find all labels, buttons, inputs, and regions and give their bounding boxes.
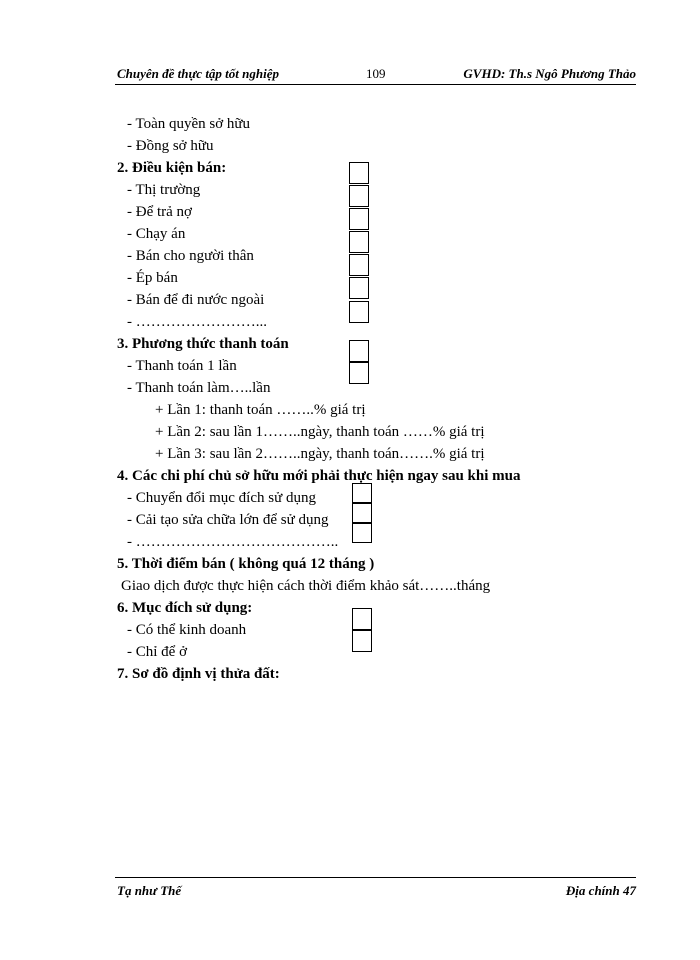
- list-item: - Chuyển đổi mục đích sử dụng: [127, 490, 316, 506]
- sub-item: + Lần 2: sau lần 1……..ngày, thanh toán ……% giá trị: [155, 424, 485, 440]
- section-5-text: Giao dịch được thực hiện cách thời điểm khảo sát……..tháng: [121, 578, 491, 594]
- list-item: - …………………………………..: [127, 534, 339, 550]
- list-item: - Có thể kinh doanh: [127, 622, 247, 638]
- checkbox-s4-0[interactable]: [352, 483, 372, 503]
- checkbox-s4-1[interactable]: [352, 503, 372, 523]
- sub-item: + Lần 3: sau lần 2……..ngày, thanh toán…….% giá trị: [155, 446, 485, 462]
- list-item: - Thị trường: [127, 182, 201, 198]
- checkbox-s3-0[interactable]: [349, 340, 369, 362]
- sub-item: + Lần 1: thanh toán ……..% giá trị: [155, 402, 366, 418]
- checkbox-s2-4[interactable]: [349, 254, 369, 276]
- header-right: GVHD: Th.s Ngô Phương Thảo: [463, 66, 636, 81]
- section-2-heading: 2. Điều kiện bán:: [117, 160, 227, 176]
- checkbox-s2-1[interactable]: [349, 185, 369, 207]
- list-item: - Chạy án: [127, 226, 186, 242]
- section-4-heading: 4. Các chi phí chủ sở hữu mới phải thực hiện ngay sau khi mua: [117, 468, 521, 484]
- list-item: - Toàn quyền sở hữu: [127, 116, 251, 132]
- page-number: 109: [366, 66, 386, 81]
- checkbox-s2-0[interactable]: [349, 162, 369, 184]
- list-item: - Đồng sở hữu: [127, 138, 214, 154]
- section-6-heading: 6. Mục đích sử dụng:: [117, 600, 253, 616]
- list-item: - Thanh toán 1 lần: [127, 358, 237, 374]
- checkbox-s6-1[interactable]: [352, 630, 372, 652]
- list-item: - Thanh toán làm…..lần: [127, 380, 271, 396]
- list-item: - Bán cho người thân: [127, 248, 254, 264]
- footer-right: Địa chính 47: [565, 883, 636, 898]
- header-left: Chuyên đề thực tập tốt nghiệp: [117, 66, 279, 81]
- footer-rule: [115, 877, 636, 878]
- checkbox-s2-3[interactable]: [349, 231, 369, 253]
- section-5-heading: 5. Thời điểm bán ( không quá 12 tháng ): [117, 556, 375, 572]
- footer-left: Tạ như Thế: [117, 883, 182, 898]
- list-item: - Chỉ để ở: [127, 644, 188, 660]
- checkbox-s2-6[interactable]: [349, 301, 369, 323]
- list-item: - Bán để đi nước ngoài: [127, 292, 265, 308]
- checkbox-s3-1[interactable]: [349, 362, 369, 384]
- list-item: - Cải tạo sửa chữa lớn để sử dụng: [127, 512, 329, 528]
- list-item: - ……………………...: [127, 314, 267, 330]
- section-3-heading: 3. Phương thức thanh toán: [117, 336, 289, 352]
- checkbox-s4-2[interactable]: [352, 523, 372, 543]
- header-rule: [115, 84, 636, 85]
- checkbox-s6-0[interactable]: [352, 608, 372, 630]
- list-item: - Ép bán: [127, 270, 178, 286]
- checkbox-s2-5[interactable]: [349, 277, 369, 299]
- section-7-heading: 7. Sơ đồ định vị thửa đất:: [117, 666, 280, 682]
- list-item: - Để trả nợ: [127, 204, 192, 220]
- checkbox-s2-2[interactable]: [349, 208, 369, 230]
